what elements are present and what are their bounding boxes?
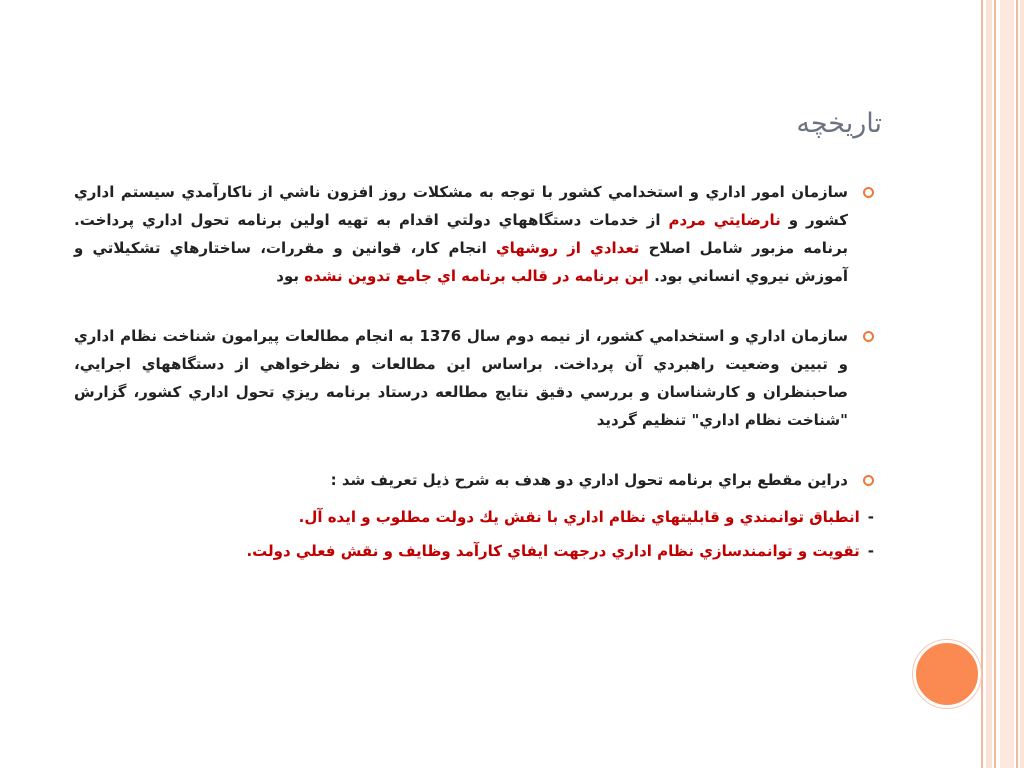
highlight-text: اين برنامه در قالب برنامه اي جامع تدوين نشده xyxy=(304,267,649,285)
text-run: دراين مقطع براي برنامه تحول اداري دو هدف به شرح ذيل تعريف شد : xyxy=(330,471,848,489)
decor-stripe xyxy=(986,0,992,768)
paragraph-history xyxy=(74,178,874,290)
paragraph-goals-intro xyxy=(74,466,874,494)
bullet-icon xyxy=(863,475,874,486)
paragraph-study xyxy=(74,322,874,434)
bullet-icon xyxy=(863,187,874,198)
decor-stripe xyxy=(1000,0,1014,768)
goal-text: انطباق توانمندي و قابليتهاي نظام اداري با نقش يك دولت مطلوب و ايده آل. xyxy=(298,508,860,526)
goal-text: تقويت و توانمندسازي نظام اداري درجهت ايفاي كارآمد وظايف و نقش فعلي دولت. xyxy=(246,542,860,560)
goal-item-2 xyxy=(74,534,874,568)
dash-marker: - xyxy=(867,542,874,560)
decor-circle xyxy=(913,640,981,708)
decor-stripe xyxy=(981,0,983,768)
goal-item-1 xyxy=(74,500,874,534)
slide-title: تاريخچه xyxy=(796,108,882,139)
slide-body xyxy=(74,178,874,568)
text-run: سازمان امور اداري و استخدامي كشور با توجه به مشكلات روز افزون ناشي از ناكارآمدي سيستم اداري كشور و xyxy=(74,183,849,229)
text-run: انجام كار، قوانين و مقررات، ساختارهاي تشكيلاتي و آموزش نيروي انساني بود. xyxy=(74,239,848,285)
text-run: سازمان اداري و استخدامي كشور، از نيمه دوم سال 1376 به انجام مطالعات پيرامون شناخت نظام اداري و تبيين وضعيت راهبردي آن پرداخت. براساس اين مطالعات و نظرخواهي از دستگاههاي اجرايي، صاحبنظران و كارشناسان و بررسي دقيق نتايج مطالعه درستاد برنامه ريزي تحول اداري كشور، گزارش "شناخت نظام اداري" تنظيم گرديد xyxy=(74,327,848,429)
text-run: بود xyxy=(276,267,305,285)
dash-marker: - xyxy=(867,508,874,526)
decor-stripe xyxy=(994,0,996,768)
bullet-icon xyxy=(863,331,874,342)
highlight-text: تعدادي از روشهاي xyxy=(495,239,640,257)
decor-stripe xyxy=(1016,0,1018,768)
text-run: از خدمات دستگاههاي دولتي اقدام به تهيه اولين برنامه تحول اداري پرداخت. برنامه مزبور شامل اصلاح xyxy=(74,211,848,257)
highlight-text: نارضايتي مردم xyxy=(668,211,781,229)
decor-stripe xyxy=(1020,0,1024,768)
